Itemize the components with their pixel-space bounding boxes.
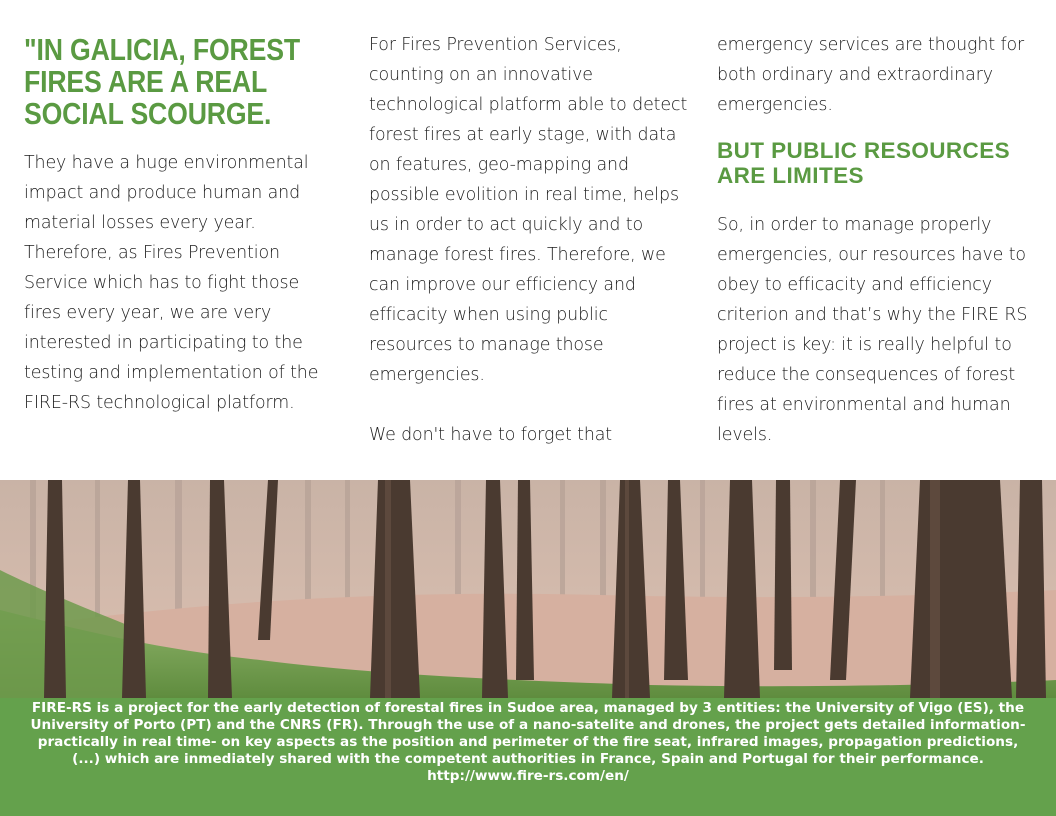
column-1-body: [24, 148, 328, 418]
footer-description: FIRE-RS is a project for the early detection of forestal fires in Sudoe area, managed by 3 entities: the University of Vigo (ES), the University of Porto (PT) and the CNRS (FR). Through the use of a nano-satelite and drones, the project gets detailed information- practically in real time- on key aspects as the position and perimeter of the fire seat, infrared images, propagation predictions, (...) which are inmediately shared with the competent authorities in France, Spain and Portugal for their performance.: [30, 700, 1026, 767]
forest-photo: [0, 480, 1056, 698]
column-2-paragraph-1: For Fires Prevention Services, counting on an innovative technological platform able to detect forest fires at early stage, with data on features, geo-mapping and possible evolition in real time, helps us in order to act quickly and to manage forest fires. Therefore, we can improve our efficiency and efficacity when using public resources to manage those emergencies.: [369, 35, 688, 385]
quote-heading: "IN GALICIA, FOREST FIRES ARE A REAL SOCIAL SCOURGE.: [24, 32, 300, 131]
section-heading: BUT PUBLIC RESOURCES ARE LIMITES: [717, 138, 1011, 188]
footer-link[interactable]: http://www.fire-rs.com/en/: [427, 768, 629, 784]
paragraph-gap: [369, 390, 691, 420]
footer-banner: [0, 698, 1056, 816]
column-1-paragraph: They have a huge environmental impact and produce human and material losses every year. Therefore, as Fires Prevention Service which has to fight those fires every year, we are very interested in participating to the testing and implementation of the FIRE-RS technological platform.: [24, 153, 319, 413]
column-3: [717, 30, 1047, 450]
column-3-paragraph-2: So, in order to manage properly emergencies, our resources have to obey to efficacity and efficiency criterion and that’s why the FIRE RS project is key: it is really helpful to reduce the consequences of forest fires at environmental and human levels.: [717, 215, 1028, 445]
column-3-paragraph-1: emergency services are thought for both ordinary and extraordinary emergencies.: [717, 35, 1025, 115]
column-3-body: [717, 30, 1047, 120]
column-2-paragraph-2: We don't have to forget that: [369, 425, 613, 445]
column-2-body: [369, 30, 691, 450]
column-1: [24, 30, 328, 418]
forest-illustration: [0, 480, 1056, 698]
column-3-body-2: [717, 210, 1047, 450]
column-2: [369, 30, 691, 450]
